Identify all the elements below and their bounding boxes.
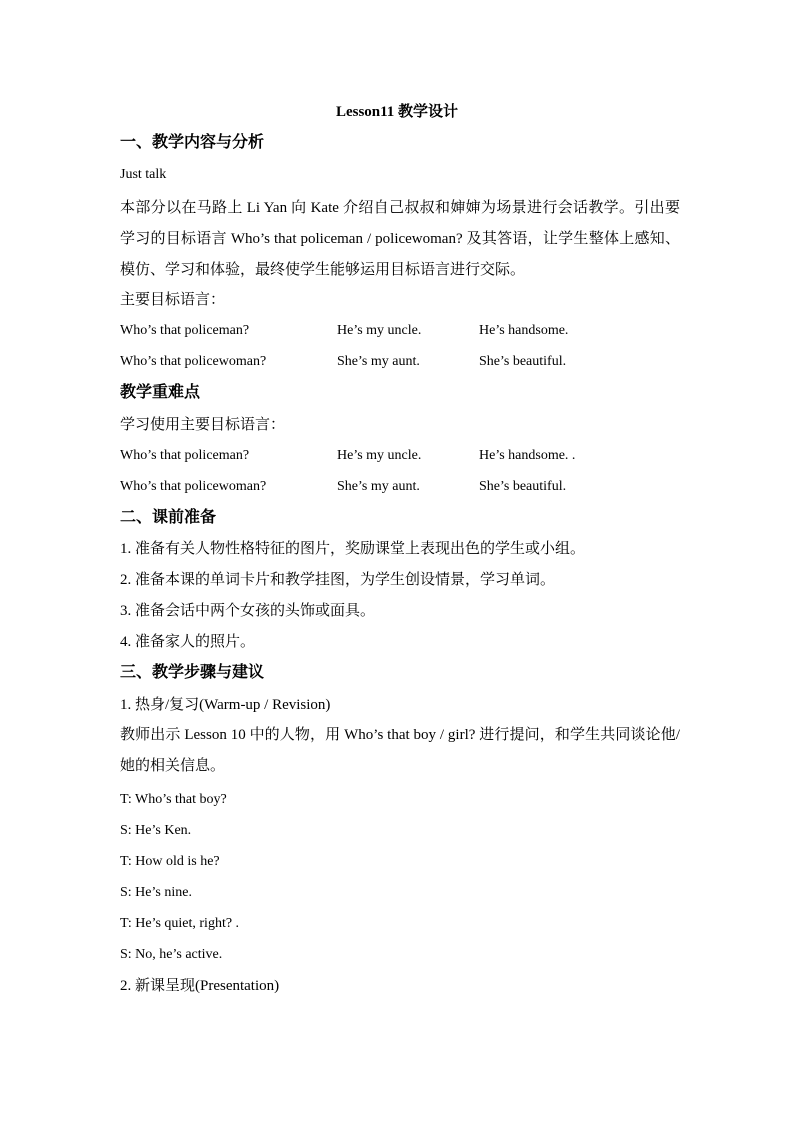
step2-title: 2. 新课呈现(Presentation) (120, 978, 280, 994)
step1-title: 1. 热身/复习(Warm-up / Revision) (120, 697, 331, 713)
question-cell: Who’s that policeman? (120, 323, 250, 338)
prep-item: 4. 准备家人的照片。 (120, 634, 256, 650)
question-cell: Who’s that policewoman? (120, 479, 267, 494)
prep-item: 2. 准备本课的单词卡片和教学挂图，为学生创设情景，学习单词。 (120, 572, 556, 588)
question-cell: Who’s that policewoman? (120, 354, 267, 369)
dialog-line: T: How old is he? (120, 854, 220, 869)
description-cell: He’s handsome. . (479, 448, 576, 463)
question-cell: Who’s that policeman? (120, 448, 250, 463)
key-points-label: 学习使用主要目标语言： (120, 417, 286, 433)
step1-paragraph: 教师出示 Lesson 10 中的人物，用 Who’s that boy / girl? 进行提问，和学生共同谈论他/她的相关信息。 (120, 727, 680, 774)
target-language-label: 主要目标语言： (120, 292, 226, 308)
document-title: Lesson11 教学设计 (335, 104, 459, 120)
prep-item: 3. 准备会话中两个女孩的头饰或面具。 (120, 603, 376, 619)
answer-cell: He’s my uncle. (337, 448, 422, 463)
answer-cell: He’s my uncle. (337, 323, 422, 338)
section1-paragraph: 本部分以在马路上 Li Yan 向 Kate 介绍自己叔叔和婶婶为场景进行会话教学。引出要学习的目标语言 Who’s that policeman / policewoman? 及其答语，让学生整体上感知、模仿、学习和体验，最终使学生能够运用目标语言进行交际。 (120, 200, 680, 278)
dialog-line: S: He’s nine. (120, 885, 192, 900)
answer-cell: She’s my aunt. (337, 479, 420, 494)
section3-heading: 三、教学步骤与建议 (120, 664, 265, 681)
dialog-line: S: He’s Ken. (120, 823, 192, 838)
key-points-heading: 教学重难点 (120, 384, 201, 401)
section2-heading: 二、课前准备 (120, 509, 217, 526)
description-cell: She’s beautiful. (479, 354, 567, 369)
description-cell: He’s handsome. (479, 323, 569, 338)
description-cell: She’s beautiful. (479, 479, 567, 494)
answer-cell: She’s my aunt. (337, 354, 420, 369)
section1-subtitle: Just talk (120, 167, 167, 182)
prep-item: 1. 准备有关人物性格特征的图片，奖励课堂上表现出色的学生或小组。 (120, 541, 586, 557)
dialog-line: T: Who’s that boy? (120, 792, 227, 807)
dialog-line: T: He’s quiet, right? . (120, 916, 240, 931)
section1-heading: 一、教学内容与分析 (120, 134, 265, 151)
dialog-line: S: No, he’s active. (120, 947, 223, 962)
